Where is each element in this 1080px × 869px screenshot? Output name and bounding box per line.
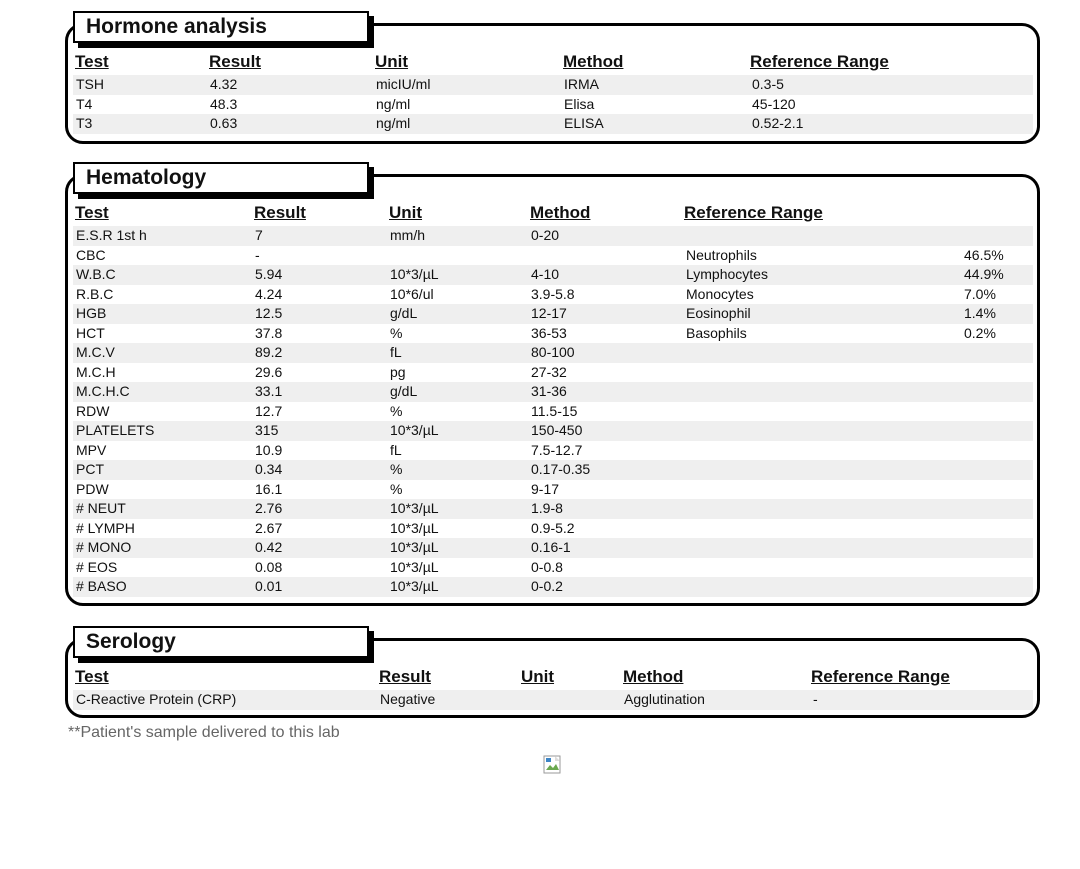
- table-row: [73, 382, 1033, 402]
- cell-method: 3.9-5.8: [531, 285, 575, 302]
- broken-image-icon: [543, 755, 563, 775]
- cell-result: -: [255, 246, 260, 263]
- cell-test: R.B.C: [76, 285, 114, 302]
- cell-differential-name: Neutrophils: [686, 246, 757, 263]
- col-header-result: Result: [209, 52, 261, 71]
- cell-result: 0.42: [255, 539, 283, 555]
- cell-method: 7.5-12.7: [531, 441, 583, 458]
- cell-unit: pg: [390, 363, 406, 380]
- cell-method: 9-17: [531, 480, 560, 497]
- col-header-unit: Unit: [375, 52, 409, 71]
- cell-unit: fL: [390, 441, 402, 458]
- table-row: [73, 95, 1033, 115]
- cell-unit: g/dL: [390, 383, 418, 399]
- cell-result: 0.34: [255, 461, 283, 477]
- col-header-method: Method: [563, 52, 624, 71]
- cell-method: 4-10: [531, 266, 560, 282]
- cell-result: 7: [255, 227, 263, 243]
- cell-method: 0-0.8: [531, 558, 563, 575]
- cell-differential-value: 44.9%: [964, 266, 1004, 282]
- cell-differential-name: Basophils: [686, 324, 747, 341]
- cell-method: 31-36: [531, 383, 567, 399]
- cell-unit: 10*3/µL: [390, 558, 439, 575]
- cell-method: 36-53: [531, 324, 567, 341]
- cell-method: 12-17: [531, 305, 567, 321]
- cell-result: 0.08: [255, 558, 283, 575]
- col-header-result: Result: [254, 203, 306, 222]
- cell-unit: %: [390, 461, 403, 477]
- hormone-section: [65, 11, 1040, 144]
- cell-unit: 10*6/ul: [390, 285, 434, 302]
- table-row: [73, 499, 1033, 519]
- cell-result: 89.2: [255, 344, 283, 360]
- table-row: [73, 480, 1033, 500]
- table-row: [73, 226, 1033, 246]
- cell-unit: fL: [390, 344, 402, 360]
- cell-differential-value: 1.4%: [964, 305, 996, 321]
- cell-unit: 10*3/µL: [390, 266, 439, 282]
- table-row: [73, 343, 1033, 363]
- cell-test: # NEUT: [76, 500, 126, 516]
- cell-unit: 10*3/µL: [390, 539, 439, 555]
- cell-differential-value: 7.0%: [964, 285, 996, 302]
- cell-test: # EOS: [76, 558, 118, 575]
- cell-result: 16.1: [255, 480, 283, 497]
- col-header-method: Method: [623, 667, 684, 686]
- cell-test: M.C.H.C: [76, 383, 130, 399]
- cell-test: PLATELETS: [76, 422, 155, 438]
- table-row: [73, 402, 1033, 422]
- cell-test: M.C.V: [76, 344, 115, 360]
- cell-test: HCT: [76, 324, 105, 341]
- cell-differential-name: Monocytes: [686, 285, 754, 302]
- cell-method: 1.9-8: [531, 500, 563, 516]
- cell-result: 315: [255, 422, 279, 438]
- cell-result: Negative: [380, 691, 436, 707]
- hormone-header-row: [73, 51, 1033, 75]
- cell-method: 11.5-15: [531, 402, 578, 419]
- cell-method: Elisa: [564, 95, 595, 112]
- cell-result: 2.67: [255, 519, 283, 536]
- serology-section: [65, 626, 1040, 718]
- cell-reference: 0.52-2.1: [752, 115, 804, 131]
- table-row: [73, 324, 1033, 344]
- cell-unit: 10*3/µL: [390, 500, 439, 516]
- cell-test: MPV: [76, 441, 107, 458]
- cell-result: 4.24: [255, 285, 283, 302]
- table-row: [73, 304, 1033, 324]
- cell-result: 4.32: [210, 76, 238, 92]
- cell-result: 10.9: [255, 441, 283, 458]
- serology-header-row: [73, 666, 1033, 690]
- cell-test: E.S.R 1st h: [76, 227, 147, 243]
- table-row: [73, 363, 1033, 383]
- cell-method: 27-32: [531, 363, 567, 380]
- cell-test: PCT: [76, 461, 104, 477]
- cell-method: Agglutination: [624, 691, 705, 707]
- cell-result: 0.01: [255, 578, 283, 594]
- cell-method: 0.17-0.35: [531, 461, 591, 477]
- hormone-title: Hormone analysis: [73, 11, 369, 43]
- cell-test: M.C.H: [76, 363, 116, 380]
- table-row: [73, 75, 1033, 95]
- cell-test: PDW: [76, 480, 109, 497]
- cell-unit: %: [390, 402, 403, 419]
- table-row: [73, 114, 1033, 134]
- cell-test: # MONO: [76, 539, 132, 555]
- footnote: **Patient's sample delivered to this lab: [68, 724, 340, 741]
- col-header-result: Result: [379, 667, 431, 686]
- cell-test: TSH: [76, 76, 104, 92]
- cell-test: # BASO: [76, 578, 127, 594]
- cell-reference: 0.3-5: [752, 76, 784, 92]
- table-row: [73, 441, 1033, 461]
- cell-unit: %: [390, 324, 403, 341]
- table-row: [73, 519, 1033, 539]
- cell-result: 33.1: [255, 383, 283, 399]
- col-header-test: Test: [75, 667, 109, 686]
- cell-method: IRMA: [564, 76, 599, 92]
- cell-reference: -: [813, 691, 818, 707]
- col-header-unit: Unit: [521, 667, 555, 686]
- cell-unit: 10*3/µL: [390, 519, 439, 536]
- table-row: [73, 690, 1033, 710]
- cell-test: W.B.C: [76, 266, 116, 282]
- cell-unit: 10*3/µL: [390, 422, 439, 438]
- cell-test: # LYMPH: [76, 519, 135, 536]
- table-row: [73, 285, 1033, 305]
- table-row: [73, 577, 1033, 597]
- cell-result: 0.63: [210, 115, 238, 131]
- cell-test: T4: [76, 95, 93, 112]
- col-header-unit: Unit: [389, 203, 423, 222]
- cell-unit: mm/h: [390, 227, 425, 243]
- cell-result: 37.8: [255, 324, 283, 341]
- cell-result: 48.3: [210, 95, 238, 112]
- cell-method: 0.9-5.2: [531, 519, 575, 536]
- cell-reference: 45-120: [752, 95, 796, 112]
- cell-differential-value: 0.2%: [964, 324, 996, 341]
- cell-method: 0.16-1: [531, 539, 571, 555]
- cell-result: 29.6: [255, 363, 283, 380]
- col-header-test: Test: [75, 203, 109, 222]
- cell-method: 0-20: [531, 227, 560, 243]
- col-header-test: Test: [75, 52, 109, 71]
- hematology-title: Hematology: [73, 162, 369, 194]
- table-row: [73, 538, 1033, 558]
- cell-result: 12.5: [255, 305, 283, 321]
- cell-differential-value: 46.5%: [964, 246, 1004, 263]
- hematology-header-row: [73, 202, 1033, 226]
- cell-test: RDW: [76, 402, 110, 419]
- col-header-reference-range: Reference Range: [811, 667, 950, 686]
- cell-result: 2.76: [255, 500, 283, 516]
- cell-unit: %: [390, 480, 403, 497]
- cell-method: ELISA: [564, 115, 604, 131]
- cell-result: 12.7: [255, 402, 283, 419]
- serology-title: Serology: [73, 626, 369, 658]
- cell-test: HGB: [76, 305, 107, 321]
- table-row: [73, 265, 1033, 285]
- cell-unit: ng/ml: [376, 115, 411, 131]
- cell-result: 5.94: [255, 266, 283, 282]
- cell-method: 150-450: [531, 422, 583, 438]
- cell-unit: ng/ml: [376, 95, 411, 112]
- table-row: [73, 460, 1033, 480]
- table-row: [73, 246, 1033, 266]
- cell-test: CBC: [76, 246, 106, 263]
- cell-differential-name: Eosinophil: [686, 305, 751, 321]
- cell-differential-name: Lymphocytes: [686, 266, 768, 282]
- cell-test: C-Reactive Protein (CRP): [76, 691, 237, 707]
- cell-unit: g/dL: [390, 305, 418, 321]
- col-header-reference-range: Reference Range: [750, 52, 889, 71]
- cell-unit: micIU/ml: [376, 76, 431, 92]
- table-row: [73, 558, 1033, 578]
- col-header-reference-range: Reference Range: [684, 203, 823, 222]
- hematology-section: [65, 162, 1040, 606]
- cell-unit: 10*3/µL: [390, 578, 439, 594]
- cell-test: T3: [76, 115, 93, 131]
- table-row: [73, 421, 1033, 441]
- col-header-method: Method: [530, 203, 591, 222]
- cell-method: 80-100: [531, 344, 575, 360]
- cell-method: 0-0.2: [531, 578, 563, 594]
